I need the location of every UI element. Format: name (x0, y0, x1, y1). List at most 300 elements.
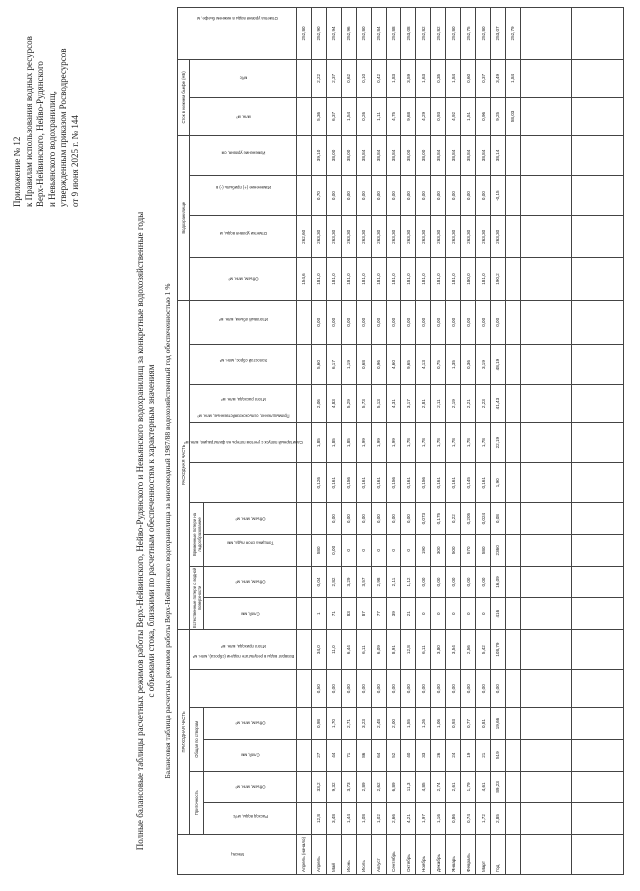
value-cell: 0,00 (416, 176, 431, 216)
value-cell: 48,19 (490, 345, 505, 385)
value-cell: 3,23 (356, 708, 371, 740)
value-cell: 0,00 (371, 670, 386, 708)
value-cell: 2,81 (416, 385, 431, 423)
value-cell: 0 (431, 598, 446, 630)
empty-cell (520, 216, 572, 258)
total-cell (505, 598, 520, 630)
value-cell: 252,80 (297, 8, 312, 60)
value-cell: 0,74 (461, 803, 476, 835)
title-line: Полные балансовые таблицы расчетных режимов работы Верх-Нейвинского, Нейво-Рудянского и Невьянского водохранилищ за конкретные водохозяйственные годы (135, 211, 145, 851)
value-cell: 252,80 (476, 8, 491, 60)
value-cell: 0,161 (326, 463, 341, 503)
total-cell (505, 535, 520, 567)
table-row (416, 8, 431, 875)
value-cell: 0,00 (461, 566, 476, 598)
empty-cell (572, 423, 624, 463)
value-cell: 5,73 (356, 385, 371, 423)
col-mean-flow: Расход воды, м³/с (204, 803, 297, 835)
value-cell: 0,00 (401, 300, 416, 344)
value-cell: 500 (446, 535, 461, 567)
table-row (386, 8, 401, 875)
empty-cell (572, 463, 624, 503)
col-total-vol: Объем, млн. м³ (204, 708, 297, 740)
value-cell: 0,00 (356, 670, 371, 708)
value-cell: 6,44 (341, 630, 356, 670)
col-ice-vol: Объем, млн. м³ (204, 503, 297, 535)
value-cell: 0,00 (371, 300, 386, 344)
value-cell (297, 300, 312, 344)
value-cell: 0,00 (476, 300, 491, 344)
value-cell: 252,82 (431, 8, 446, 60)
empty-cell (520, 258, 572, 300)
empty-cell (520, 385, 572, 423)
value-cell: 38,84 (476, 135, 491, 175)
value-cell: 77 (371, 598, 386, 630)
value-cell: 0,26 (356, 97, 371, 135)
empty-cell (572, 739, 624, 771)
value-cell: 0,00 (431, 566, 446, 598)
value-cell: 3,59 (401, 59, 416, 97)
value-cell (311, 503, 326, 535)
value-cell: 0,00 (476, 566, 491, 598)
value-cell: 0,156 (416, 463, 431, 503)
title-line: с объемами стока, близкими по расчетным обеспеченностям к характерным значениям (146, 364, 156, 698)
value-cell: 26 (431, 739, 446, 771)
value-cell: 0,00 (356, 503, 371, 535)
value-cell: 34,0 (311, 630, 326, 670)
empty-cell (572, 708, 624, 740)
value-cell: 2,23 (476, 385, 491, 423)
col-total-outgo: Итого расхода, млн. м³ (190, 385, 297, 423)
value-cell: 0,00 (446, 300, 461, 344)
value-cell: 0,00 (326, 535, 341, 567)
value-cell: 0,00 (416, 300, 431, 344)
value-cell: 416 (490, 598, 505, 630)
table-row (490, 8, 505, 875)
value-cell: 1,84 (446, 59, 461, 97)
value-cell: 0,75 (431, 345, 446, 385)
value-cell: 190,2 (490, 258, 505, 300)
value-cell: 0,70 (311, 176, 326, 216)
empty-cell (520, 803, 572, 835)
value-cell: 263,30 (401, 216, 416, 258)
value-cell: 1,12 (401, 566, 416, 598)
value-cell: 0,00 (416, 670, 431, 708)
value-cell: 2,56 (461, 630, 476, 670)
value-cell: 2,37 (326, 59, 341, 97)
value-cell: 263,30 (446, 216, 461, 258)
month-cell: Август (371, 834, 386, 874)
appendix-line: и Невьянского водохранилищ, (46, 91, 57, 207)
total-cell (505, 176, 520, 216)
value-cell: 0,161 (401, 463, 416, 503)
value-cell: 1,02 (371, 803, 386, 835)
value-cell: 0,175 (431, 503, 446, 535)
value-cell: 252,80 (356, 8, 371, 60)
month-cell: Декабрь (431, 834, 446, 874)
value-cell: 2,74 (431, 771, 446, 803)
value-cell: 5,29 (341, 385, 356, 423)
value-cell: 0,161 (446, 463, 461, 503)
value-cell: 263,30 (311, 216, 326, 258)
value-cell: 519 (490, 739, 505, 771)
month-cell: Октябрь (401, 834, 416, 874)
value-cell: 1,26 (416, 708, 431, 740)
total-cell (505, 216, 520, 258)
value-cell: 181,0 (416, 258, 431, 300)
value-cell: 0,00 (386, 300, 401, 344)
value-cell: 0,00 (401, 176, 416, 216)
value-cell: 181,0 (311, 258, 326, 300)
value-cell: 0,93 (431, 97, 446, 135)
incoming-section: ПРИХОДНАЯ ЧАСТЬ (178, 630, 190, 835)
value-cell: 0,00 (326, 176, 341, 216)
value-cell: 263,30 (371, 216, 386, 258)
value-cell: 12,8 (311, 803, 326, 835)
table-row (461, 8, 476, 875)
value-cell: 263,30 (356, 216, 371, 258)
empty-cell (572, 535, 624, 567)
value-cell: -0,15 (490, 176, 505, 216)
balance-table-wrapper (177, 7, 624, 875)
value-cell: 262,60 (297, 216, 312, 258)
value-cell (297, 771, 312, 803)
value-cell: 6,11 (416, 630, 431, 670)
month-cell: Апрель (начало) (297, 834, 312, 874)
outgoing-section: РАСХОДНАЯ ЧАСТЬ (178, 300, 190, 629)
value-cell: 263,30 (461, 216, 476, 258)
value-cell: 0,00 (311, 300, 326, 344)
value-cell: 580 (311, 535, 326, 567)
col-res-level-end: Изменение уровня, см (190, 135, 297, 175)
value-cell: 1,83 (386, 59, 401, 97)
value-cell: 16,09 (490, 566, 505, 598)
empty-cell (520, 708, 572, 740)
value-cell: 38,00 (341, 135, 356, 175)
value-cell: 0,00 (386, 670, 401, 708)
table-row (326, 8, 341, 875)
value-cell: 38,84 (431, 135, 446, 175)
col-res-level: Отметки уровня воды, м (190, 216, 297, 258)
value-cell: 252,80 (446, 8, 461, 60)
col-waste: Холостой сброс, млн. м³ (190, 345, 297, 385)
col-side-vol: Объем, млн. м³ (204, 771, 297, 803)
value-cell: 0,00 (341, 503, 356, 535)
value-cell: 1,11 (371, 97, 386, 135)
table-row (341, 8, 356, 875)
value-cell: 3,73 (341, 771, 356, 803)
value-cell: 86 (356, 739, 371, 771)
value-cell: 0,024 (476, 503, 491, 535)
value-cell: 1,70 (326, 708, 341, 740)
value-cell: 1,06 (431, 708, 446, 740)
value-cell: 0,68 (356, 345, 371, 385)
col-res-vol: Объем, млн. м³ (190, 258, 297, 300)
value-cell: 0,00 (341, 176, 356, 216)
value-cell: 2,11 (386, 566, 401, 598)
value-cell: 1,72 (476, 803, 491, 835)
value-cell: 6,37 (326, 97, 341, 135)
value-cell: 38,84 (461, 135, 476, 175)
empty-cell (520, 670, 572, 708)
value-cell: 1 (311, 598, 326, 630)
value-cell: 5,42 (476, 630, 491, 670)
appendix-block (12, 7, 81, 207)
value-cell: 0,00 (356, 176, 371, 216)
col-consumption: Санитарный попуск с учетом потерь на фильтрацию, млн. м³ (190, 463, 297, 503)
total-cell (505, 423, 520, 463)
total-cell: 58,03 (505, 97, 520, 135)
appendix-line: утвержденным приказом Росводресурсов (58, 48, 68, 207)
value-cell: 1,78 (431, 423, 446, 463)
col-nl-layer: Слой, мм (204, 598, 297, 630)
value-cell: 1,54 (341, 97, 356, 135)
month-cell: Май (326, 834, 341, 874)
value-cell: 1,79 (461, 771, 476, 803)
total-cell (505, 803, 520, 835)
total-cell (505, 385, 520, 423)
value-cell: 0,205 (461, 503, 476, 535)
month-cell: Март (476, 834, 491, 874)
total-cell (505, 258, 520, 300)
empty-cell (572, 834, 624, 874)
col-ds-level: Отметка уровня воды в нижнем бьефе, м (178, 8, 297, 60)
value-cell: 0,00 (401, 670, 416, 708)
value-cell: 0,00 (476, 670, 491, 708)
value-cell: 1,78 (476, 423, 491, 463)
value-cell: 190 (416, 535, 431, 567)
empty-cell (572, 771, 624, 803)
value-cell: 38,84 (356, 135, 371, 175)
value-cell: 52 (386, 739, 401, 771)
value-cell: 1,19 (341, 345, 356, 385)
value-cell: 21 (476, 739, 491, 771)
value-cell: 0,161 (476, 463, 491, 503)
balance-table (177, 7, 624, 875)
value-cell: 0,77 (461, 708, 476, 740)
value-cell: 0,00 (326, 670, 341, 708)
value-cell: 180,0 (461, 258, 476, 300)
value-cell: 3,80 (431, 630, 446, 670)
value-cell: 33 (416, 739, 431, 771)
value-cell (297, 97, 312, 135)
value-cell: 0 (386, 535, 401, 567)
value-cell: 19,66 (490, 708, 505, 740)
value-cell: 0,00 (356, 300, 371, 344)
value-cell: 181,0 (341, 258, 356, 300)
value-cell: 1,78 (461, 423, 476, 463)
value-cell: 3,54 (446, 630, 461, 670)
empty-cell (520, 598, 572, 630)
col-nl-vol: Объем, млн. м³ (204, 566, 297, 598)
total-cell (505, 670, 520, 708)
value-cell: 0,00 (386, 503, 401, 535)
empty-cell (520, 345, 572, 385)
value-cell (297, 739, 312, 771)
empty-cell (572, 566, 624, 598)
side-inflow-group: Приточность (190, 771, 204, 834)
value-cell: 2,89 (356, 771, 371, 803)
value-cell: 0,161 (371, 463, 386, 503)
value-cell: 181,0 (371, 258, 386, 300)
value-cell: 1,44 (341, 803, 356, 835)
value-cell: 580 (476, 535, 491, 567)
value-cell: 5,36 (311, 97, 326, 135)
value-cell: 570 (461, 535, 476, 567)
empty-cell (572, 803, 624, 835)
empty-cell (520, 135, 572, 175)
value-cell: 0,00 (401, 503, 416, 535)
value-cell: 253,07 (490, 8, 505, 60)
empty-cell (572, 670, 624, 708)
total-cell (505, 345, 520, 385)
month-cell: Апрель (311, 834, 326, 874)
value-cell: 39 (386, 598, 401, 630)
value-cell: 154,6 (297, 258, 312, 300)
value-cell: 8,91 (386, 630, 401, 670)
value-cell (297, 598, 312, 630)
table-row (371, 8, 386, 875)
total-cell (505, 300, 520, 344)
value-cell: 1,85 (311, 423, 326, 463)
value-cell: 252,90 (311, 8, 326, 60)
table-body (297, 8, 624, 875)
month-cell: Февраль (461, 834, 476, 874)
value-cell: 64 (371, 739, 386, 771)
value-cell: 0,86 (446, 803, 461, 835)
value-cell: 0,00 (431, 670, 446, 708)
value-cell: 0,156 (386, 463, 401, 503)
value-cell: 0,00 (416, 566, 431, 598)
value-cell: 252,88 (386, 8, 401, 60)
col-ds-vol: млн. м³ (190, 97, 297, 135)
downstream-section: Сток в нижнем бьефе (НБ) (178, 59, 190, 135)
value-cell: 12,8 (401, 630, 416, 670)
total-cell (505, 739, 520, 771)
value-cell: 0,161 (356, 463, 371, 503)
value-cell: 4,13 (416, 345, 431, 385)
value-cell: 0,37 (476, 59, 491, 97)
value-cell: 38,00 (416, 135, 431, 175)
value-cell: 1,85 (326, 423, 341, 463)
value-cell: 33,2 (311, 771, 326, 803)
empty-cell (572, 216, 624, 258)
document-title (135, 211, 157, 851)
value-cell: 1,55 (401, 708, 416, 740)
value-cell: 263,30 (490, 216, 505, 258)
table-row (476, 8, 491, 875)
empty-cell (572, 59, 624, 97)
value-cell (297, 135, 312, 175)
value-cell: 1,16 (431, 803, 446, 835)
value-cell: 0,00 (386, 176, 401, 216)
empty-cell (520, 503, 572, 535)
value-cell: 1,99 (386, 423, 401, 463)
table-row (311, 8, 326, 875)
value-cell (297, 803, 312, 835)
value-cell (297, 566, 312, 598)
value-cell: 0,00 (326, 300, 341, 344)
month-cell: Январь (446, 834, 461, 874)
value-cell: 0,93 (446, 708, 461, 740)
value-cell: 252,96 (341, 8, 356, 60)
value-cell: 9,68 (401, 97, 416, 135)
value-cell: 252,84 (371, 8, 386, 60)
col-balance: Итоговый объем, млн. м³ (190, 300, 297, 344)
col-ds-flow: м³/с (190, 59, 297, 97)
total-cell (505, 463, 520, 503)
value-cell: 0,00 (490, 300, 505, 344)
value-cell: 0,00 (446, 566, 461, 598)
value-cell: 4,85 (416, 771, 431, 803)
month-cell: Сентябрь (386, 834, 401, 874)
empty-cell (572, 598, 624, 630)
table-caption: Балансовая таблица расчетных режимов работы Верх-Нейвинского водохранилища за многоводный 1987/88 водохозяйственный год обеспеченностью 1 % (163, 283, 172, 779)
value-cell: 0,00 (446, 670, 461, 708)
value-cell: 4,83 (326, 385, 341, 423)
reservoir-section: Водохранилище (178, 135, 190, 300)
value-cell: 181,0 (476, 258, 491, 300)
value-cell: 263,30 (326, 216, 341, 258)
value-cell: 1,63 (416, 59, 431, 97)
value-cell: 300 (431, 535, 446, 567)
table-row (401, 8, 416, 875)
value-cell: 5,60 (311, 345, 326, 385)
value-cell: 2,66 (386, 803, 401, 835)
empty-cell (572, 135, 624, 175)
empty-cell (520, 300, 572, 344)
empty-cell (520, 176, 572, 216)
appendix-line: от 9 июня 2025 г. № 144 (69, 115, 80, 207)
empty-cell (520, 535, 572, 567)
value-cell: 181,0 (356, 258, 371, 300)
value-cell: 44 (326, 739, 341, 771)
col-industrial: Промышленно, сельскохозяйственные, млн. м³ (190, 423, 297, 463)
value-cell (297, 59, 312, 97)
value-cell: 6,11 (356, 630, 371, 670)
value-cell: 0,00 (371, 503, 386, 535)
value-cell: 2,06 (311, 385, 326, 423)
total-cell: 252,79 (505, 8, 520, 60)
total-cell (505, 135, 520, 175)
total-cell (505, 834, 520, 874)
value-cell: 0,42 (371, 59, 386, 97)
value-cell: 19 (461, 739, 476, 771)
value-cell: 0,10 (356, 59, 371, 97)
value-cell: 263,30 (341, 216, 356, 258)
col-res-change: Изменение (+) прибыль (-) в (190, 176, 297, 216)
value-cell: 1,99 (356, 423, 371, 463)
value-cell: 2,19 (446, 385, 461, 423)
appendix-line: Приложение № 12 (12, 136, 22, 207)
value-cell: 38,00 (326, 135, 341, 175)
value-cell: 181,0 (401, 258, 416, 300)
col-total-income: Итого прихода, млн. м³ (190, 630, 297, 670)
value-cell: 39,10 (311, 135, 326, 175)
value-cell: 252,94 (326, 8, 341, 60)
value-cell: 1,90 (490, 463, 505, 503)
empty-cell (520, 423, 572, 463)
value-cell: 22,19 (490, 423, 505, 463)
empty-row (572, 8, 624, 875)
total-row (505, 8, 520, 875)
value-cell: 252,75 (461, 8, 476, 60)
value-cell: 89,23 (490, 771, 505, 803)
value-cell: 1,78 (416, 423, 431, 463)
value-cell: 0,35 (431, 59, 446, 97)
empty-cell (520, 59, 572, 97)
value-cell: 0,81 (476, 708, 491, 740)
